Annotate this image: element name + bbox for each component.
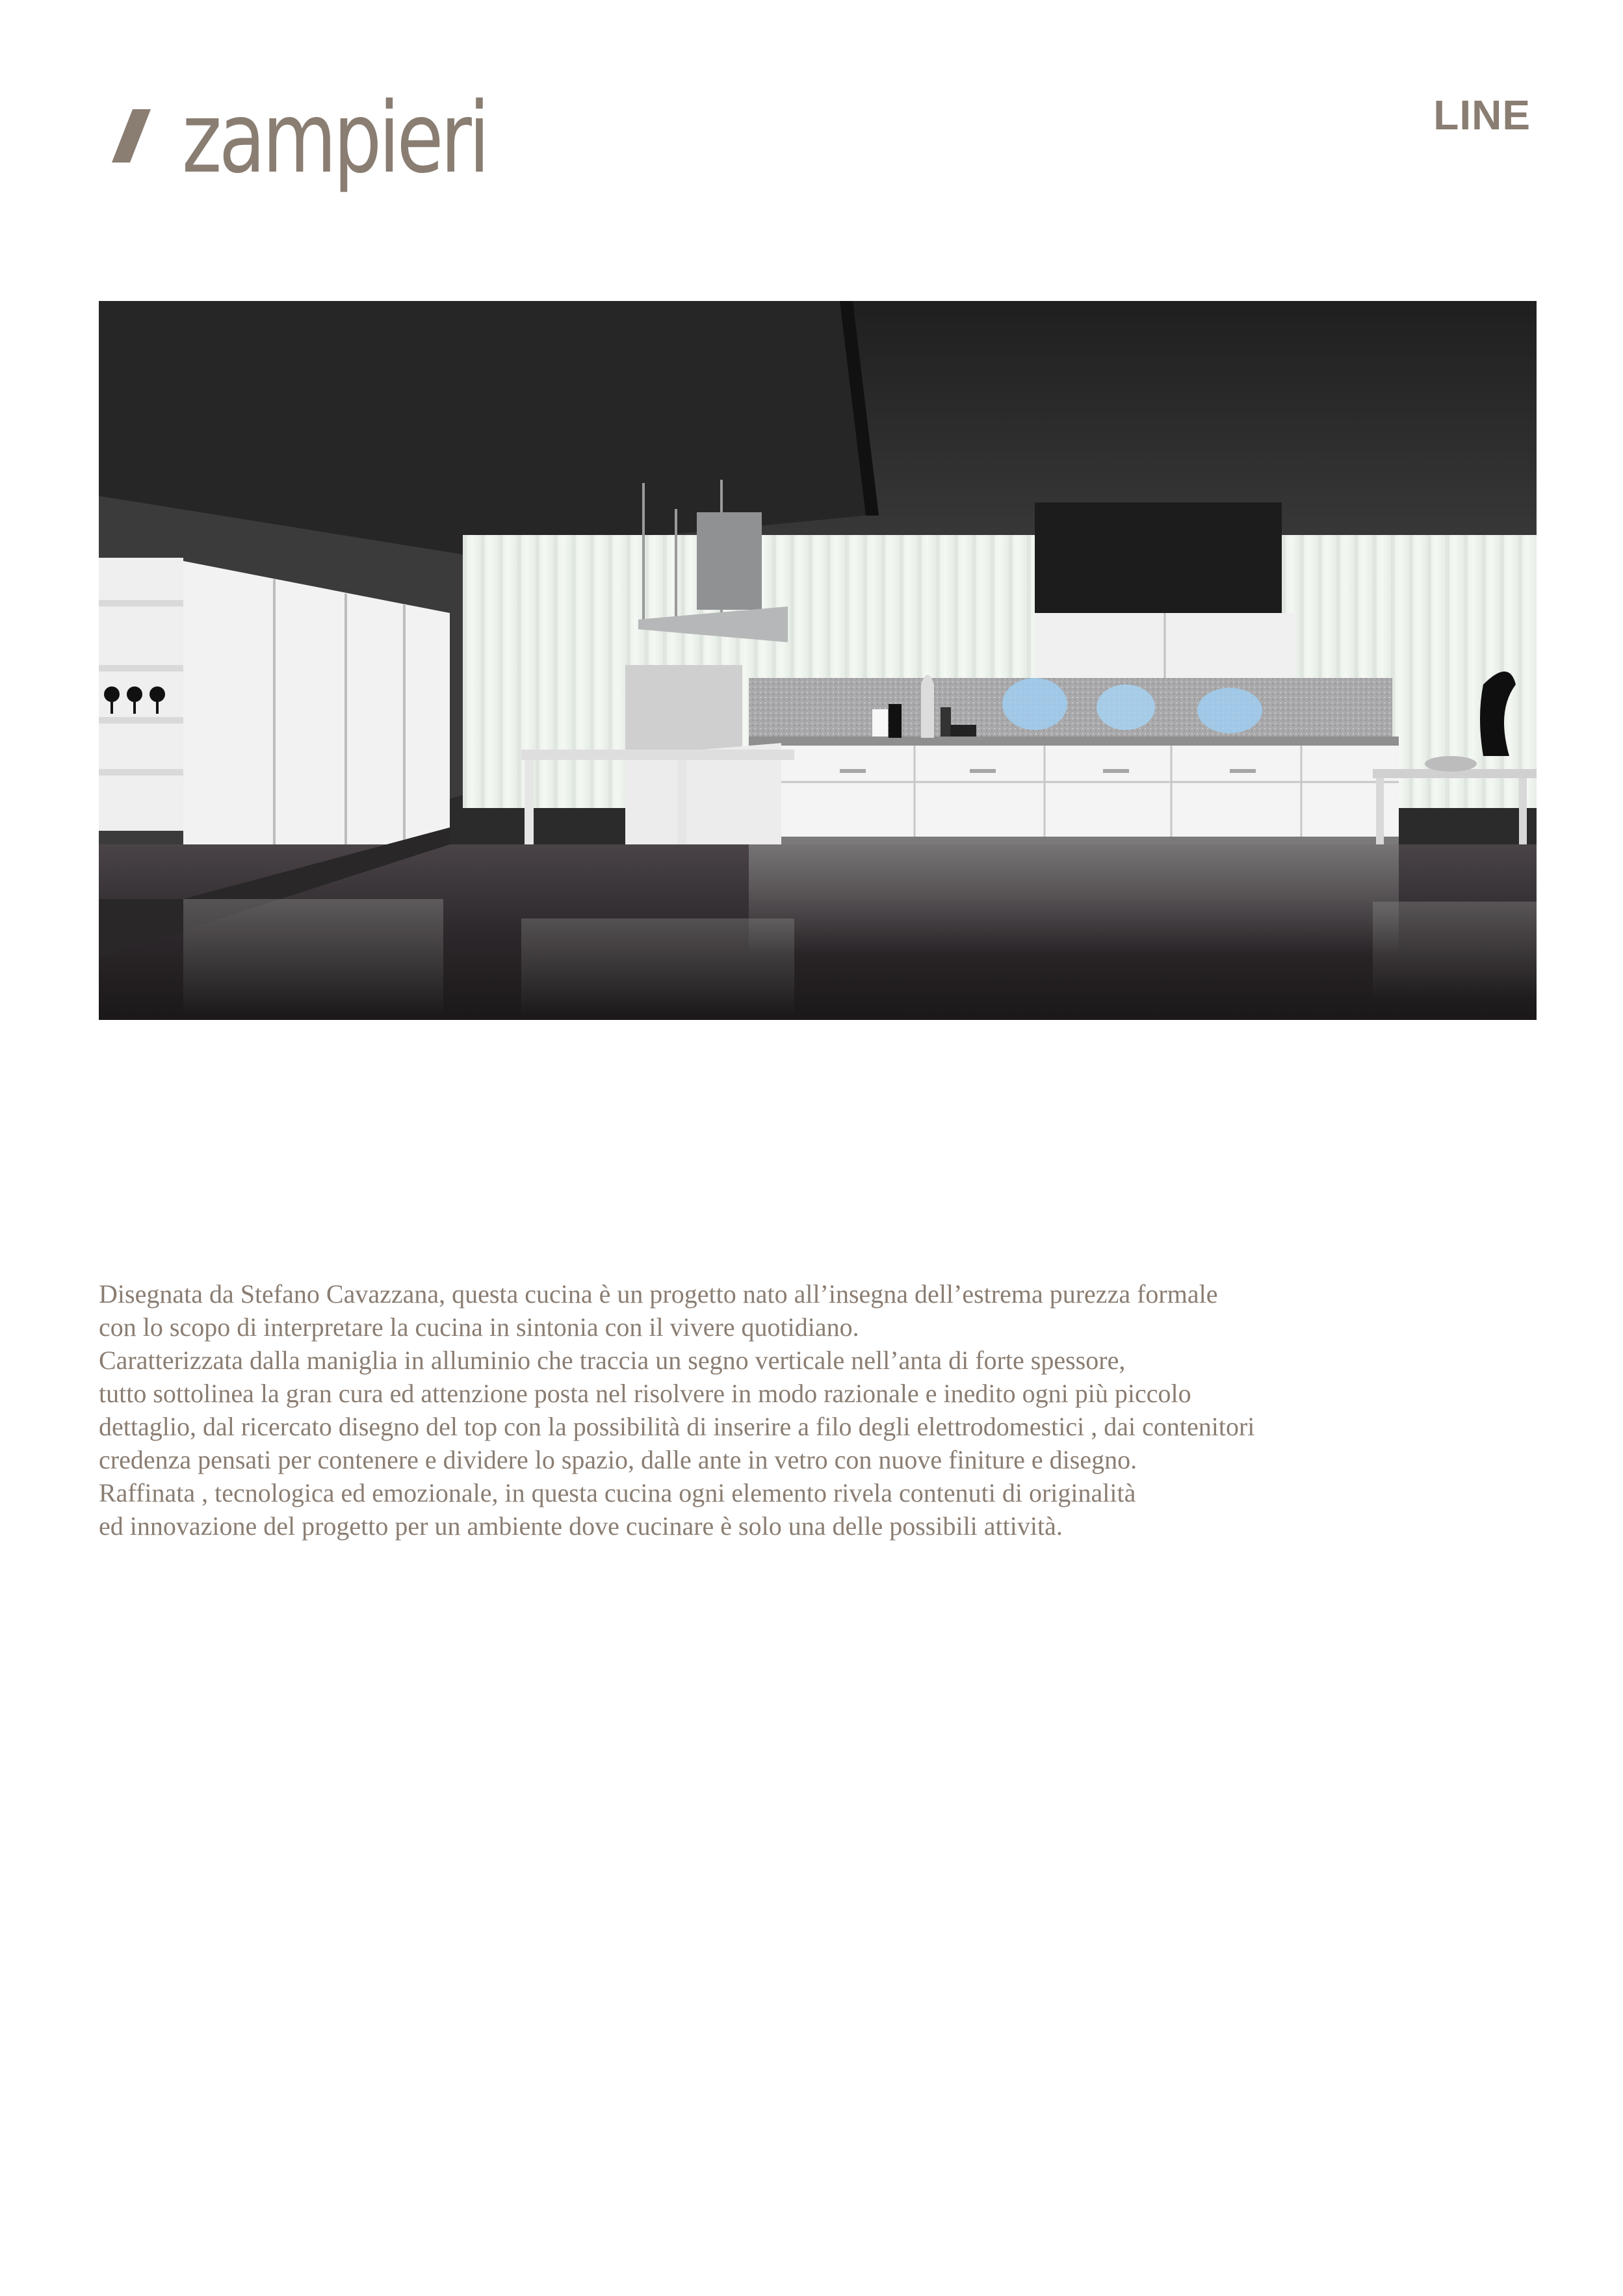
hero-image	[99, 301, 1537, 1020]
description-line: dettaglio, dal ricercato disegno del top con la possibilità di inserire a filo degli elettrodomestici , dai contenitori	[99, 1412, 1255, 1441]
product-description	[99, 1277, 1561, 1543]
brand-wordmark: zampieri	[182, 82, 487, 195]
kitchen-photo-icon	[99, 301, 1537, 1020]
description-line: tutto sottolinea la gran cura ed attenzione posta nel risolvere in modo razionale e inedito ogni più piccolo	[99, 1379, 1191, 1408]
description-line: credenza pensati per contenere e dividere lo spazio, dalle ante in vetro con nuove finiture e disegno.	[99, 1445, 1137, 1474]
description-line: con lo scopo di interpretare la cucina in sintonia con il vivere quotidiano.	[99, 1312, 859, 1342]
brand-logo	[97, 82, 526, 195]
description-line: ed innovazione del progetto per un ambiente dove cucinare è solo una delle possibili attività.	[99, 1511, 1063, 1541]
description-line: Caratterizzata dalla maniglia in alluminio che traccia un segno verticale nell’anta di forte spessore,	[99, 1346, 1126, 1375]
product-name: LINE	[1433, 92, 1531, 138]
description-line: Disegnata da Stefano Cavazzana, questa cucina è un progetto nato all’insegna dell’estrema purezza formale	[99, 1279, 1218, 1309]
description-line: Raffinata , tecnologica ed emozionale, in questa cucina ogni elemento rivela contenuti di originalità	[99, 1478, 1136, 1507]
